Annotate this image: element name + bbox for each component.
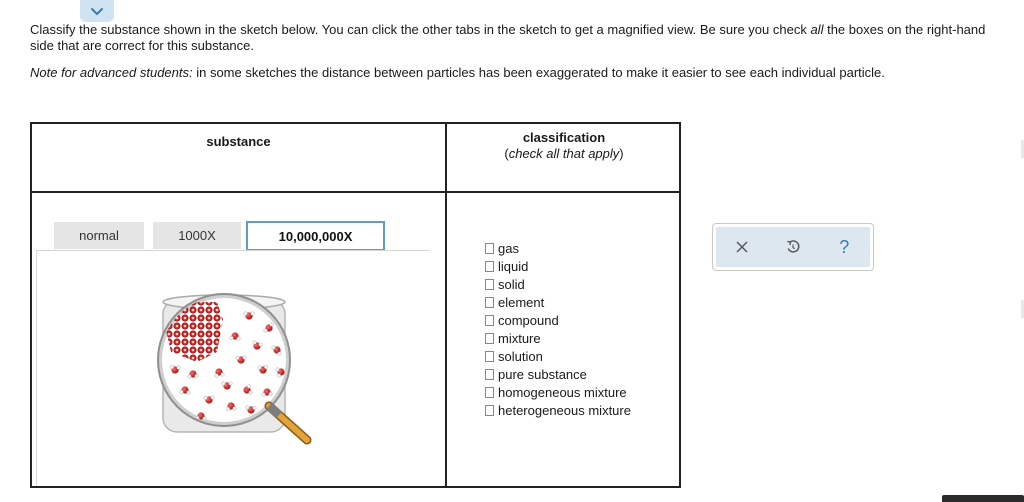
option-label: compound (498, 312, 559, 328)
classification-header (447, 130, 681, 162)
bottom-edge-bar (942, 495, 1024, 502)
checkbox[interactable] (485, 297, 494, 308)
option-heterogeneous-mixture[interactable] (485, 401, 631, 419)
checkbox[interactable] (485, 315, 494, 326)
option-compound[interactable] (485, 311, 631, 329)
instruction-text-part: the boxes on the right-hand side that are correct for this substance. (30, 22, 986, 53)
note-text (30, 65, 990, 81)
classification-options (485, 239, 631, 419)
checkbox[interactable] (485, 405, 494, 416)
option-liquid[interactable] (485, 257, 631, 275)
tab-10000000x[interactable]: 10,000,000X (246, 221, 385, 251)
instruction-emphasis: all (810, 22, 824, 37)
subtitle-paren: ( (504, 146, 509, 161)
instruction-text-part: Classify the substance shown in the sketch below. You can click the other tabs in the sketch to get a magnified view. Be sure you check (30, 22, 811, 37)
tab-normal[interactable]: normal (54, 222, 144, 249)
substance-header: substance (206, 134, 271, 149)
option-label: gas (498, 240, 519, 256)
magnifier-sketch (157, 290, 317, 450)
option-label: solid (498, 276, 525, 292)
option-pure-substance[interactable] (485, 365, 631, 383)
option-solution[interactable] (485, 347, 631, 365)
option-gas[interactable] (485, 239, 631, 257)
option-element[interactable] (485, 293, 631, 311)
header-divider (32, 191, 679, 193)
note-body: in some sketches the distance between particles has been exaggerated to make it easier to see each individual particle. (192, 65, 885, 80)
undo-button[interactable] (779, 233, 807, 261)
option-mixture[interactable] (485, 329, 631, 347)
classification-table (30, 122, 681, 488)
checkbox[interactable] (485, 279, 494, 290)
checkbox[interactable] (485, 261, 494, 272)
subtitle-paren: ) (619, 146, 624, 161)
help-button[interactable] (830, 233, 858, 261)
option-label: homogeneous mixture (498, 384, 627, 400)
tab-1000x[interactable]: 1000X (153, 222, 241, 249)
option-label: liquid (498, 258, 529, 274)
checkbox[interactable] (485, 369, 494, 380)
column-divider (445, 124, 447, 486)
option-label: element (498, 294, 545, 310)
option-label: pure substance (498, 366, 587, 382)
classification-title: classification (522, 130, 606, 145)
instructions (30, 22, 990, 81)
toolbar-inner (716, 227, 870, 267)
option-homogeneous-mixture[interactable] (485, 383, 631, 401)
option-label: solution (498, 348, 543, 364)
checkbox[interactable] (485, 333, 494, 344)
undo-icon (785, 239, 801, 255)
instruction-text (30, 22, 990, 54)
help-icon: ? (839, 236, 850, 257)
clear-button[interactable] (728, 233, 756, 261)
checkbox[interactable] (485, 243, 494, 254)
option-label: mixture (498, 330, 541, 346)
option-label: heterogeneous mixture (498, 402, 631, 418)
checkbox[interactable] (485, 351, 494, 362)
answer-toolbar (712, 223, 874, 271)
checkbox[interactable] (485, 387, 494, 398)
collapse-tab[interactable] (80, 0, 114, 22)
option-solid[interactable] (485, 275, 631, 293)
subtitle-emphasis: check all that apply (508, 146, 620, 161)
note-label: Note for advanced students: (30, 65, 193, 80)
classification-subtitle (447, 146, 681, 162)
close-icon (735, 240, 749, 254)
chevron-down-icon (90, 7, 104, 16)
